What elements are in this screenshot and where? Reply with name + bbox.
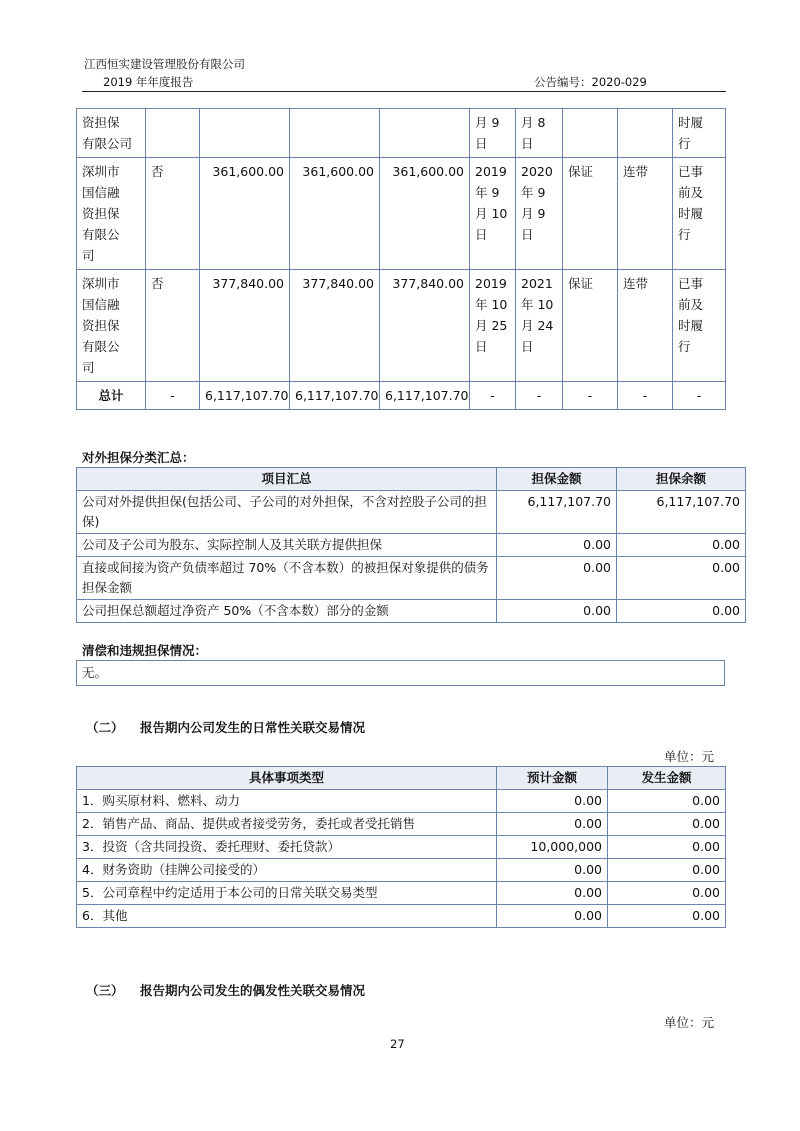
estimated-amount: 0.00 [497, 813, 608, 836]
column-header: 项目汇总 [77, 468, 497, 491]
column-header: 发生金额 [608, 767, 726, 790]
actual-amount: 0.00 [608, 859, 726, 882]
transaction-type: 5．公司章程中约定适用于本公司的日常关联交易类型 [77, 882, 497, 905]
transaction-type: 2．销售产品、商品、提供或者接受劳务，委托或者受托销售 [77, 813, 497, 836]
summary-amount: 0.00 [497, 534, 617, 557]
guarantee-type-cell [563, 109, 618, 158]
header-company: 江西恒实建设管理股份有限公司 [84, 57, 245, 71]
procedure-cell: - [673, 382, 726, 410]
amount-cell: 361,600.00 [200, 158, 290, 270]
related-cell: - [146, 382, 200, 410]
end-date-cell: 2021 年 10 月 24 日 [516, 270, 563, 382]
amount-cell: 377,840.00 [200, 270, 290, 382]
table-header-row [77, 767, 726, 790]
summary-amount: 0.00 [497, 557, 617, 600]
guarantee-name-cell: 深圳市 国信融 资担保 有限公 司 [77, 158, 146, 270]
table-row [77, 534, 746, 557]
actual-amount: 0.00 [608, 905, 726, 928]
transaction-type: 4．财务资助（挂牌公司接受的） [77, 859, 497, 882]
start-date-cell: - [470, 382, 516, 410]
table-row [77, 836, 726, 859]
total-amount-cell: 6,117,107.70 [290, 382, 380, 410]
table-row [77, 661, 725, 686]
guarantee-detail-table [76, 108, 726, 410]
amount-cell: 377,840.00 [290, 270, 380, 382]
responsibility-cell: 连带 [618, 158, 673, 270]
section3-unit: 单位：元 [664, 1015, 715, 1030]
summary-balance: 0.00 [617, 534, 746, 557]
guarantee-name-cell: 深圳市 国信融 资担保 有限公 司 [77, 270, 146, 382]
start-date-cell: 2019 年 10 月 25 日 [470, 270, 516, 382]
table-row [77, 109, 726, 158]
summary-balance: 0.00 [617, 600, 746, 623]
start-date-cell: 2019 年 9 月 10 日 [470, 158, 516, 270]
responsibility-cell: - [618, 382, 673, 410]
header-report-year: 2019 年年度报告 [103, 75, 194, 89]
summary-item: 直接或间接为资产负债率超过 70%（不含本数）的被担保对象提供的债务担保金额 [77, 557, 497, 600]
column-header: 担保余额 [617, 468, 746, 491]
table-row [77, 882, 726, 905]
actual-amount: 0.00 [608, 836, 726, 859]
total-amount-cell: 6,117,107.70 [200, 382, 290, 410]
related-cell [146, 109, 200, 158]
violations-title: 清偿和违规担保情况： [82, 643, 208, 658]
page-number: 27 [390, 1037, 405, 1051]
end-date-cell: 月 8 日 [516, 109, 563, 158]
table-header-row [77, 468, 746, 491]
violations-box [76, 660, 725, 686]
section2-unit: 单位：元 [664, 749, 715, 764]
section2-title: 报告期内公司发生的日常性关联交易情况 [140, 720, 366, 735]
table-row [77, 813, 726, 836]
summary-title: 对外担保分类汇总： [82, 450, 195, 465]
table-row [77, 491, 746, 534]
actual-amount: 0.00 [608, 882, 726, 905]
actual-amount: 0.00 [608, 790, 726, 813]
table-row [77, 158, 726, 270]
column-header: 具体事项类型 [77, 767, 497, 790]
section2-number: （二） [86, 720, 124, 735]
start-date-cell: 月 9 日 [470, 109, 516, 158]
section3-title: 报告期内公司发生的偶发性关联交易情况 [140, 983, 366, 998]
table-row [77, 270, 726, 382]
estimated-amount: 0.00 [497, 882, 608, 905]
column-header: 担保金额 [497, 468, 617, 491]
amount-cell [290, 109, 380, 158]
guarantee-name-cell: 资担保 有限公司 [77, 109, 146, 158]
summary-item: 公司对外提供担保(包括公司、子公司的对外担保，不含对控股子公司的担保) [77, 491, 497, 534]
summary-balance: 6,117,107.70 [617, 491, 746, 534]
guarantee-summary-table [76, 467, 746, 623]
column-header: 预计金额 [497, 767, 608, 790]
responsibility-cell [618, 109, 673, 158]
transaction-type: 3．投资（含共同投资、委托理财、委托贷款） [77, 836, 497, 859]
related-cell: 否 [146, 158, 200, 270]
end-date-cell: - [516, 382, 563, 410]
guarantee-type-cell: 保证 [563, 158, 618, 270]
transaction-type: 1．购买原材料、燃料、动力 [77, 790, 497, 813]
summary-amount: 6,117,107.70 [497, 491, 617, 534]
table-row [77, 905, 726, 928]
amount-cell [200, 109, 290, 158]
guarantee-type-cell: 保证 [563, 270, 618, 382]
amount-cell: 377,840.00 [380, 270, 470, 382]
estimated-amount: 0.00 [497, 859, 608, 882]
amount-cell [380, 109, 470, 158]
responsibility-cell: 连带 [618, 270, 673, 382]
summary-balance: 0.00 [617, 557, 746, 600]
procedure-cell: 已事 前及 时履 行 [673, 270, 726, 382]
table-row [77, 859, 726, 882]
end-date-cell: 2020 年 9 月 9 日 [516, 158, 563, 270]
total-amount-cell: 6,117,107.70 [380, 382, 470, 410]
estimated-amount: 10,000,000 [497, 836, 608, 859]
header-divider [82, 91, 726, 92]
violations-content: 无。 [77, 661, 725, 686]
actual-amount: 0.00 [608, 813, 726, 836]
estimated-amount: 0.00 [497, 905, 608, 928]
procedure-cell: 时履 行 [673, 109, 726, 158]
table-row [77, 790, 726, 813]
table-row [77, 557, 746, 600]
summary-item: 公司及子公司为股东、实际控制人及其关联方提供担保 [77, 534, 497, 557]
header-notice-number: 公告编号：2020-029 [534, 75, 647, 89]
summary-item: 公司担保总额超过净资产 50%（不含本数）部分的金额 [77, 600, 497, 623]
total-row [77, 382, 726, 410]
amount-cell: 361,600.00 [290, 158, 380, 270]
estimated-amount: 0.00 [497, 790, 608, 813]
procedure-cell: 已事 前及 时履 行 [673, 158, 726, 270]
guarantee-type-cell: - [563, 382, 618, 410]
total-label: 总计 [77, 382, 146, 410]
related-cell: 否 [146, 270, 200, 382]
amount-cell: 361,600.00 [380, 158, 470, 270]
summary-amount: 0.00 [497, 600, 617, 623]
table-row [77, 600, 746, 623]
daily-related-transactions-table [76, 766, 726, 928]
transaction-type: 6．其他 [77, 905, 497, 928]
section3-number: （三） [86, 983, 124, 998]
